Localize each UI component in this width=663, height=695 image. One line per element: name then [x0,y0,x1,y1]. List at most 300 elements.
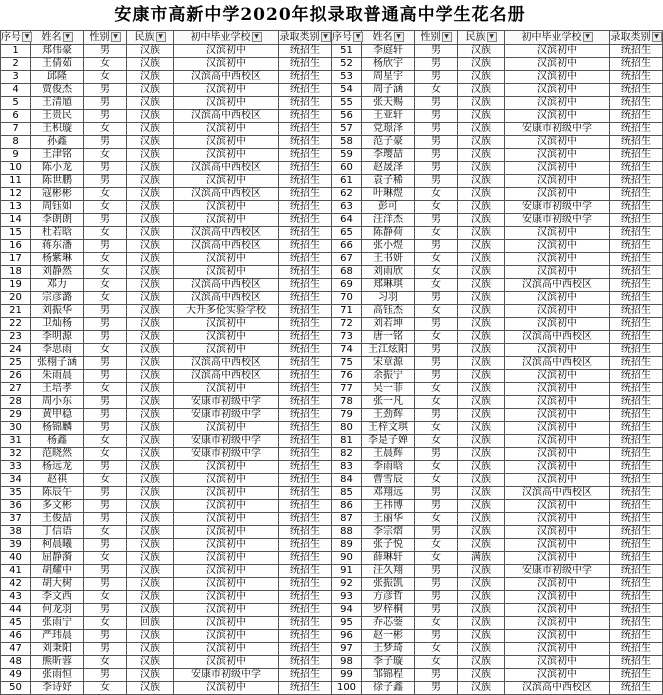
table-row [1,578,663,591]
table-cell: 汉滨初中 [174,175,279,188]
table-cell: 高钰杰 [362,305,415,318]
table-cell: 汉族 [458,682,505,695]
table-cell: 87 [332,513,362,526]
table-cell: 男 [415,409,458,422]
table-cell: 男 [84,539,127,552]
table-cell: 汉族 [458,604,505,617]
table-cell: 汉族 [127,396,174,409]
table-cell: 宗彦潞 [31,292,84,305]
table-cell: 汪洋杰 [362,214,415,227]
table-cell: 统招生 [279,318,332,331]
table-cell: 96 [332,630,362,643]
table-cell: 李庭轩 [362,45,415,58]
table-cell: 杨欣宇 [362,58,415,71]
table-cell: 汉族 [127,500,174,513]
table-row [1,84,663,97]
table-row [1,630,663,643]
table-cell: 王俊喆 [31,513,84,526]
table-cell: 汉滨初中 [174,656,279,669]
table-cell: 女 [415,617,458,630]
table-cell: 安康市初级中学 [505,214,610,227]
table-cell: 王亚轩 [362,110,415,123]
table-cell: 统招生 [610,539,663,552]
table-cell: 屈静漪 [31,552,84,565]
column-header-label: 录取类别 [279,32,320,43]
table-cell: 安康市初级中学 [174,409,279,422]
table-cell: 汉族 [458,214,505,227]
table-cell: 汉族 [127,383,174,396]
table-cell: 周小东 [31,396,84,409]
table-cell: 17 [1,253,31,266]
table-cell: 邓力 [31,279,84,292]
table-cell: 女 [84,448,127,461]
table-cell: 统招生 [610,487,663,500]
table-cell: 汉族 [127,58,174,71]
table-cell: 叶琳煜 [362,188,415,201]
table-cell: 汉族 [127,123,174,136]
table-cell: 汉族 [458,448,505,461]
table-cell: 汉滨高中西校区 [505,331,610,344]
table-cell: 2 [1,58,31,71]
table-cell: 女 [415,305,458,318]
table-cell: 汉滨高中西校区 [505,682,610,695]
table-cell: 汉滨初中 [505,292,610,305]
table-cell: 汉滨初中 [505,435,610,448]
table-cell: 男 [415,604,458,617]
table-cell: 统招生 [279,500,332,513]
table-cell: 73 [332,331,362,344]
table-cell: 汪久翔 [362,565,415,578]
table-cell: 统招生 [279,123,332,136]
table-row [1,110,663,123]
table-cell: 统招生 [610,552,663,565]
table-cell: 5 [1,97,31,110]
table-row [1,318,663,331]
table-cell: 23 [1,331,31,344]
table-cell: 汉族 [127,279,174,292]
table-cell: 统招生 [279,45,332,58]
table-cell: 女 [84,123,127,136]
table-cell: 统招生 [610,643,663,656]
table-cell: 统招生 [279,526,332,539]
table-cell: 统招生 [279,682,332,695]
table-row [1,175,663,188]
column-header[interactable] [31,31,84,45]
page-title: 安康市高新中学2020年拟录取普通高中学生花名册 [114,5,526,25]
table-row [1,539,663,552]
table-cell: 统招生 [279,539,332,552]
table-cell: 统招生 [279,266,332,279]
table-cell: 37 [1,513,31,526]
table-cell: 男 [415,149,458,162]
table-cell: 张一凡 [362,396,415,409]
table-cell: 张雨宁 [31,617,84,630]
table-cell: 统招生 [610,71,663,84]
table-cell: 汉滨初中 [174,214,279,227]
table-cell: 48 [1,656,31,669]
table-cell: 男 [415,162,458,175]
table-row [1,396,663,409]
table-cell: 徐子鑫 [362,682,415,695]
table-cell: 54 [332,84,362,97]
table-row [1,409,663,422]
table-cell: 汉滨初中 [505,604,610,617]
column-header[interactable] [362,31,415,45]
table-cell: 汉族 [458,526,505,539]
table-cell: 42 [1,578,31,591]
table-cell: 汉族 [458,487,505,500]
table-cell: 汉族 [458,136,505,149]
table-cell: 6 [1,110,31,123]
table-cell: 统招生 [610,136,663,149]
table-cell: 女 [84,188,127,201]
table-cell: 汉滨初中 [505,539,610,552]
table-cell: 汉滨初中 [505,513,610,526]
table-cell: 男 [84,318,127,331]
table-cell: 女 [415,435,458,448]
table-row [1,214,663,227]
table-cell: 汉滨初中 [505,409,610,422]
table-cell: 男 [84,669,127,682]
table-cell: 张栩子涵 [31,357,84,370]
column-header[interactable] [505,31,610,45]
table-cell: 女 [84,227,127,240]
table-cell: 11 [1,175,31,188]
table-cell: 统招生 [610,110,663,123]
table-cell: 52 [332,58,362,71]
filter-dropdown-icon[interactable]: ▼ [22,32,32,42]
table-cell: 汉族 [458,409,505,422]
table-row [1,97,663,110]
table-cell: 统招生 [279,162,332,175]
table-cell: 汉族 [127,240,174,253]
column-header[interactable] [279,31,332,45]
table-cell: 汉滨初中 [174,318,279,331]
filter-dropdown-icon[interactable]: ▼ [111,32,121,42]
table-cell: 统招生 [610,448,663,461]
filter-dropdown-icon[interactable]: ▼ [583,32,593,42]
table-row [1,253,663,266]
table-cell: 男 [84,565,127,578]
table-cell: 14 [1,214,31,227]
table-cell: 汉族 [458,370,505,383]
table-cell: 统招生 [279,604,332,617]
table-cell: 统招生 [610,565,663,578]
table-cell: 女 [84,435,127,448]
column-header[interactable] [1,31,31,45]
table-cell: 王晨辉 [362,448,415,461]
table-cell: 男 [415,630,458,643]
table-cell: 汉滨初中 [174,682,279,695]
table-cell: 汉族 [127,305,174,318]
table-cell: 汉滨初中 [174,500,279,513]
table-cell: 33 [1,461,31,474]
table-cell: 男 [415,526,458,539]
table-cell: 范晓然 [31,448,84,461]
table-cell: 汉滨初中 [505,84,610,97]
table-cell: 男 [415,136,458,149]
table-cell: 汉族 [458,565,505,578]
table-cell: 女 [84,344,127,357]
table-cell: 张小煜 [362,240,415,253]
table-cell: 女 [84,591,127,604]
table-cell: 统招生 [610,201,663,214]
table-cell: 李雨晗 [362,461,415,474]
table-cell: 安康市初级中学 [505,201,610,214]
table-row [1,669,663,682]
table-cell: 男 [415,370,458,383]
table-cell: 统招生 [610,292,663,305]
table-cell: 汉族 [127,370,174,383]
filter-dropdown-icon[interactable]: ▼ [652,32,662,42]
table-cell: 统招生 [610,318,663,331]
table-cell: 统招生 [279,565,332,578]
table-cell: 汉族 [458,149,505,162]
table-row [1,448,663,461]
table-cell: 统招生 [610,396,663,409]
table-cell: 汉滨初中 [174,474,279,487]
table-cell: 李思雨 [31,344,84,357]
table-cell: 汉滨初中 [505,97,610,110]
table-cell: 统招生 [279,84,332,97]
table-cell: 男 [415,591,458,604]
table-cell: 汉族 [127,448,174,461]
table-cell: 李璎喆 [362,149,415,162]
table-cell: 王梦琦 [362,643,415,656]
table-cell: 统招生 [610,409,663,422]
table-cell: 男 [84,513,127,526]
table-cell: 79 [332,409,362,422]
table-cell: 汉族 [458,123,505,136]
table-cell: 汉滨初中 [174,97,279,110]
table-cell: 孙鑫 [31,136,84,149]
column-header-label: 姓名 [372,32,393,43]
table-cell: 周子涵 [362,84,415,97]
table-cell: 9 [1,149,31,162]
table-cell: 汉滨初中 [174,149,279,162]
table-cell: 统招生 [610,370,663,383]
table-cell: 7 [1,123,31,136]
filter-dropdown-icon[interactable]: ▼ [394,32,404,42]
table-row [1,526,663,539]
table-cell: 女 [415,331,458,344]
table-cell: 女 [84,71,127,84]
table-cell: 汉族 [127,84,174,97]
table-row [1,435,663,448]
table-cell: 李文西 [31,591,84,604]
table-cell: 男 [84,578,127,591]
table-cell: 杨紫琳 [31,253,84,266]
table-cell: 统招生 [610,422,663,435]
table-cell: 汉族 [127,630,174,643]
table-cell: 汉滨初中 [505,370,610,383]
table-cell: 汉滨初中 [174,539,279,552]
column-header[interactable] [127,31,174,45]
table-cell: 统招生 [610,591,663,604]
table-cell: 21 [1,305,31,318]
table-cell: 李朗朗 [31,214,84,227]
column-header-label: 初中毕业学校 [521,32,582,43]
table-row [1,71,663,84]
table-cell: 58 [332,136,362,149]
table-cell: 12 [1,188,31,201]
column-header[interactable] [332,31,362,45]
table-cell: 汉滨初中 [505,344,610,357]
table-cell: 汉族 [458,643,505,656]
table-row [1,162,663,175]
table-cell: 汉族 [458,253,505,266]
filter-dropdown-icon[interactable]: ▼ [252,32,262,42]
table-cell: 女 [84,266,127,279]
table-cell: 统招生 [610,344,663,357]
table-cell: 汉族 [127,214,174,227]
filter-dropdown-icon[interactable]: ▼ [353,32,363,42]
table-cell: 汉滨初中 [505,58,610,71]
table-cell: 61 [332,175,362,188]
table-row [1,357,663,370]
table-cell: 王劲辉 [362,409,415,422]
table-cell: 统招生 [610,630,663,643]
filter-dropdown-icon[interactable]: ▼ [487,32,497,42]
table-cell: 汉滨高中西校区 [174,227,279,240]
table-cell: 方彦哲 [362,591,415,604]
filter-dropdown-icon[interactable]: ▼ [442,32,452,42]
table-cell: 男 [415,669,458,682]
table-cell: 男 [415,578,458,591]
table-cell: 汉族 [458,58,505,71]
table-cell: 44 [1,604,31,617]
table-cell: 39 [1,539,31,552]
table-cell: 女 [84,474,127,487]
table-cell: 女 [84,279,127,292]
table-cell: 安康市初级中学 [174,435,279,448]
table-row [1,565,663,578]
table-cell: 汉滨初中 [505,474,610,487]
table-row [1,682,663,695]
table-cell: 男 [84,396,127,409]
table-cell: 71 [332,305,362,318]
filter-dropdown-icon[interactable]: ▼ [63,32,73,42]
table-cell: 汉族 [458,435,505,448]
table-cell: 汉滨初中 [174,136,279,149]
column-header[interactable] [174,31,279,45]
table-cell: 汉滨高中西校区 [174,370,279,383]
table-cell: 汉滨初中 [505,500,610,513]
table-cell: 97 [332,643,362,656]
table-cell: 男 [415,175,458,188]
table-cell: 汉滨初中 [505,617,610,630]
table-cell: 汉滨初中 [505,630,610,643]
table-cell: 统招生 [279,188,332,201]
table-cell: 88 [332,526,362,539]
table-cell: 汉族 [127,331,174,344]
column-header[interactable] [84,31,127,45]
filter-dropdown-icon[interactable]: ▼ [321,32,331,42]
table-cell: 李宗熠 [362,526,415,539]
table-cell: 汉滨初中 [174,58,279,71]
table-row [1,461,663,474]
table-cell: 汉族 [458,461,505,474]
column-header[interactable] [610,31,663,45]
table-cell: 统招生 [610,58,663,71]
table-cell: 汉滨初中 [505,240,610,253]
column-header[interactable] [415,31,458,45]
table-cell: 唐一铭 [362,331,415,344]
table-cell: 王贵民 [31,110,84,123]
table-cell: 91 [332,565,362,578]
table-cell: 汉族 [458,617,505,630]
table-cell: 多文彬 [31,500,84,513]
table-cell: 曹雪辰 [362,474,415,487]
table-cell: 统招生 [610,357,663,370]
table-cell: 统招生 [610,84,663,97]
table-cell: 统招生 [279,305,332,318]
table-cell: 男 [84,45,127,58]
table-cell: 胡大树 [31,578,84,591]
table-row [1,370,663,383]
table-cell: 邹锦程 [362,669,415,682]
table-cell: 汉族 [458,591,505,604]
table-cell: 汉族 [127,461,174,474]
table-cell: 汉族 [127,422,174,435]
table-cell: 汉族 [127,682,174,695]
table-cell: 汉族 [458,396,505,409]
table-cell: 张振凯 [362,578,415,591]
table-cell: 男 [84,643,127,656]
table-cell: 汉滨初中 [174,344,279,357]
table-row [1,331,663,344]
table-row [1,656,663,669]
table-cell: 汉族 [458,97,505,110]
table-cell: 刘雨欣 [362,266,415,279]
table-cell: 女 [415,643,458,656]
table-cell: 汉滨初中 [505,175,610,188]
table-cell: 余振宁 [362,370,415,383]
table-cell: 朱雨晨 [31,370,84,383]
table-cell: 统招生 [279,240,332,253]
table-cell: 统招生 [610,149,663,162]
table-cell: 67 [332,253,362,266]
table-cell: 汉族 [458,71,505,84]
table-cell: 男 [415,71,458,84]
table-cell: 统招生 [610,305,663,318]
table-cell: 8 [1,136,31,149]
table-cell: 汉族 [127,513,174,526]
table-cell: 范子豪 [362,136,415,149]
table-cell: 统招生 [610,500,663,513]
table-cell: 女 [415,513,458,526]
filter-dropdown-icon[interactable]: ▼ [156,32,166,42]
table-cell: 宋章源 [362,357,415,370]
table-row [1,617,663,630]
table-cell: 统招生 [279,643,332,656]
table-cell: 统招生 [279,370,332,383]
table-cell: 统招生 [279,344,332,357]
table-row [1,201,663,214]
table-cell: 统招生 [279,656,332,669]
table-cell: 99 [332,669,362,682]
table-cell: 汉滨初中 [505,643,610,656]
table-cell: 汉滨初中 [174,422,279,435]
table-cell: 汉滨初中 [505,110,610,123]
table-cell: 统招生 [610,331,663,344]
table-cell: 74 [332,344,362,357]
table-cell: 汉滨初中 [174,513,279,526]
table-cell: 68 [332,266,362,279]
column-header[interactable] [458,31,505,45]
table-cell: 汉族 [127,201,174,214]
table-cell: 何龙羽 [31,604,84,617]
